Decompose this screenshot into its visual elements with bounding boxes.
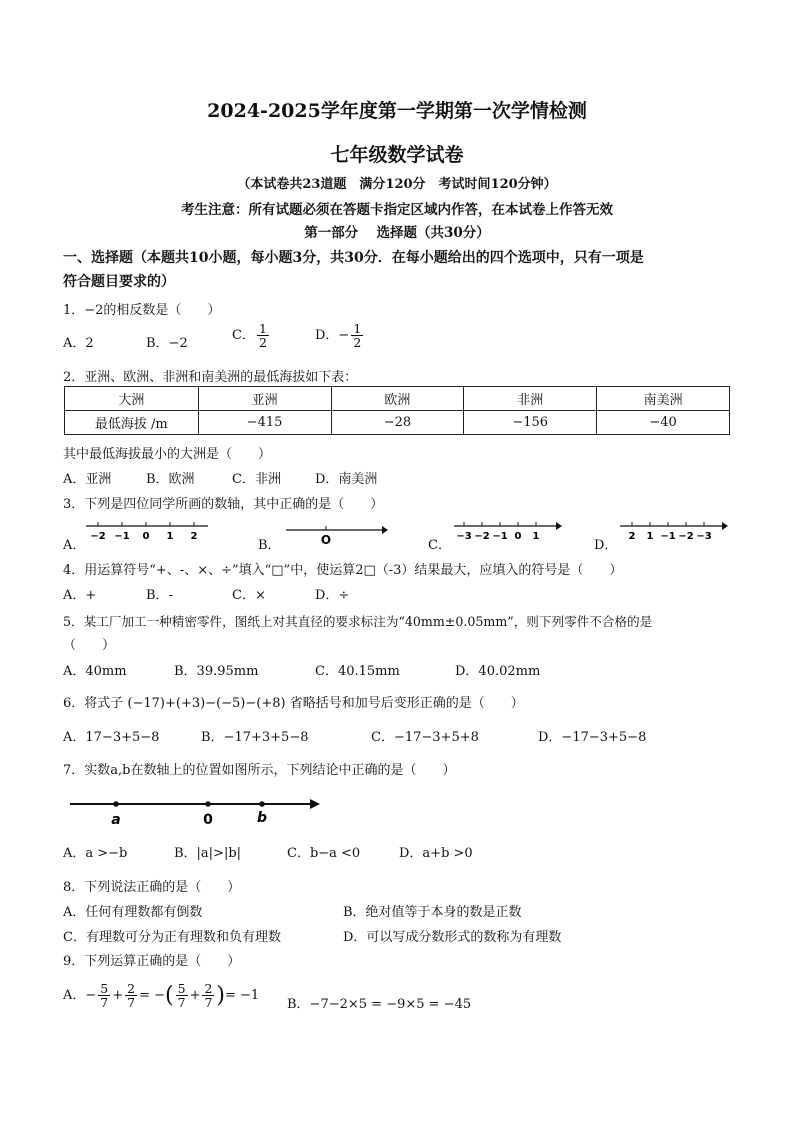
plus-sign: +	[189, 988, 201, 1004]
table-header-cell: 欧洲	[331, 387, 464, 411]
table-row	[65, 411, 730, 435]
q3-stem: 3．下列是四位同学所画的数轴，其中正确的是（ ）	[63, 497, 384, 512]
q1-c-denominator: 2	[258, 335, 267, 351]
denominator: 7	[204, 995, 213, 1011]
q4-option-c: C．×	[232, 588, 266, 603]
q6-option-b: B．−17+3+5−8	[201, 730, 309, 745]
axis-tick-label: −2	[90, 531, 106, 542]
right-paren-icon: )	[216, 983, 226, 1009]
point-a-label: a	[111, 812, 121, 828]
q1-option-a: A．2	[63, 336, 94, 351]
q6-stem: 6．将式子 (−17)+(+3)−(−5)−(+8) 省略括号和加号后变形正确的是（ ）	[63, 696, 524, 711]
table-header-cell: 非洲	[464, 387, 597, 411]
q2-option-d: D．南美洲	[315, 472, 378, 487]
q1-d-numerator: 1	[353, 321, 362, 336]
q2-option-a: A．亚洲	[63, 472, 112, 487]
q3-numberline-c	[452, 520, 564, 544]
left-paren-icon: (	[165, 983, 174, 1009]
q2-option-c: C．非洲	[232, 472, 281, 487]
q4-stem: 4．用运算符号“+、-、×、÷”填入“□”中，使运算2□（-3）结果最大，应填入的符号是（ ）	[63, 563, 623, 578]
axis-tick-label: 2	[190, 531, 198, 542]
axis-tick-label: −2	[678, 531, 694, 542]
altitude-table	[64, 386, 730, 435]
axis-tick-label: 1	[646, 531, 654, 542]
point-b-label: b	[256, 810, 268, 826]
exam-title: 2024-2025学年度第一学期第一次学情检测	[207, 100, 587, 122]
q4-option-a: A．+	[63, 588, 97, 603]
table-cell: −40	[597, 411, 730, 435]
table-header-cell: 大洲	[65, 387, 199, 411]
axis-origin-label: O	[320, 533, 332, 547]
q1-option-b: B．−2	[146, 336, 188, 351]
q5-option-a: A．40mm	[63, 664, 127, 679]
axis-tick-label: −1	[660, 531, 676, 542]
q8-option-a: A．任何有理数都有倒数	[63, 905, 203, 920]
q1-option-c	[232, 322, 271, 349]
q2-option-b: B．欧洲	[146, 472, 195, 487]
q8-option-c: C．有理数可分为正有理数和负有理数	[63, 930, 281, 945]
equals-minus: = −	[139, 988, 166, 1004]
table-header-row	[65, 387, 730, 411]
q3-option-d: D．	[594, 538, 618, 553]
numerator: 2	[204, 981, 213, 996]
q1-option-d-fraction	[351, 322, 363, 349]
q3-option-c: C．	[428, 538, 451, 553]
q2-question: 其中最低海拔最小的大洲是（ ）	[63, 447, 272, 462]
q8-option-b: B．绝对值等于本身的数是正数	[343, 905, 522, 920]
section-heading-line1: 一、选择题（本题共10小题，每小题3分，共30分．在每小题给出的四个选项中，只有一项是	[63, 250, 644, 266]
denominator: 7	[177, 995, 186, 1011]
exam-subject: 七年级数学试卷	[330, 144, 464, 166]
axis-tick-label: 0	[514, 531, 522, 542]
table-header-cell: 亚洲	[198, 387, 331, 411]
q1-option-d-prefix: D．−	[315, 328, 350, 344]
axis-tick-label: −3	[696, 531, 712, 542]
q1-option-c-prefix: C．	[232, 328, 255, 344]
q1-c-numerator: 1	[258, 321, 267, 336]
q7-option-c: C．b−a <0	[287, 846, 361, 861]
numerator: 2	[127, 981, 136, 996]
q8-option-d: D．可以写成分数形式的数称为有理数	[343, 930, 562, 945]
exam-info: （本试卷共23道题 满分120分 考试时间120分钟）	[237, 177, 557, 192]
q9-option-b: B．−7−2×5 = −9×5 = −45	[287, 997, 472, 1012]
q7-option-a: A．a >−b	[63, 846, 128, 861]
q9-a-prefix: A．−	[63, 988, 97, 1004]
numerator: 5	[100, 981, 109, 996]
q5-option-d: D．40.02mm	[455, 664, 541, 679]
fraction	[125, 982, 137, 1009]
axis-tick-label: −3	[456, 531, 472, 542]
q5-option-c: C．40.15mm	[315, 664, 400, 679]
q3-numberline-a	[82, 520, 212, 544]
exam-notice: 考生注意：所有试题必须在答题卡指定区域内作答，在本试卷上作答无效	[181, 202, 613, 218]
q1-stem: 1．−2的相反数是（ ）	[63, 303, 221, 318]
q3-numberline-b	[284, 524, 388, 548]
q3-numberline-d	[618, 520, 730, 544]
axis-tick-label: 1	[166, 531, 174, 542]
q1-d-denominator: 2	[353, 335, 362, 351]
axis-tick-label: −2	[474, 531, 490, 542]
q1-option-d	[315, 322, 365, 349]
q1-option-c-fraction	[257, 322, 269, 349]
q5-stem-paren: （ ）	[63, 638, 116, 653]
fraction	[202, 982, 214, 1009]
axis-tick-label: 0	[142, 531, 150, 542]
q5-stem: 5．某工厂加工一种精密零件，图纸上对其直径的要求标注为“40mm±0.05mm”，则下列零件不合格的是	[63, 614, 653, 629]
q3-option-a: A．	[63, 538, 86, 553]
origin-label: 0	[203, 812, 213, 828]
fraction	[98, 982, 110, 1009]
fraction	[176, 982, 188, 1009]
q4-option-d: D．÷	[315, 588, 350, 603]
axis-tick-label: 1	[532, 531, 540, 542]
table-cell: 最低海拔 /m	[65, 411, 199, 435]
axis-tick-label: −1	[114, 531, 130, 542]
q4-option-b: B．-	[146, 588, 173, 603]
q7-option-d: D．a+b >0	[399, 846, 473, 861]
denominator: 7	[100, 995, 109, 1011]
axis-tick-label: 2	[628, 531, 636, 542]
equals-result: = −1	[225, 988, 260, 1004]
q9-option-a	[63, 982, 259, 1009]
numerator: 5	[177, 981, 186, 996]
q6-option-a: A．17−3+5−8	[63, 730, 160, 745]
table-cell: −156	[464, 411, 597, 435]
q9-stem: 9．下列运算正确的是（ ）	[63, 954, 241, 969]
plus-sign: +	[112, 988, 124, 1004]
q6-option-d: D．−17−3+5−8	[538, 730, 647, 745]
q3-option-b: B．	[258, 538, 281, 553]
q7-numberline	[68, 796, 322, 830]
q5-option-b: B．39.95mm	[174, 664, 259, 679]
table-header-cell: 南美洲	[597, 387, 730, 411]
q7-option-b: B．|a|>|b|	[174, 846, 242, 861]
q7-stem: 7．实数a,b在数轴上的位置如图所示，下列结论中正确的是（ ）	[63, 763, 456, 778]
denominator: 7	[127, 995, 136, 1011]
q8-stem: 8．下列说法正确的是（ ）	[63, 880, 241, 895]
table-cell: −28	[331, 411, 464, 435]
q6-option-c: C．−17−3+5+8	[371, 730, 479, 745]
axis-tick-label: −1	[492, 531, 508, 542]
q2-stem: 2．亚洲、欧洲、非洲和南美洲的最低海拔如下表：	[63, 370, 358, 385]
section-heading-line2: 符合题目要求的）	[63, 274, 175, 290]
table-cell: −415	[198, 411, 331, 435]
part-heading: 第一部分 选择题（共30分）	[304, 225, 490, 241]
